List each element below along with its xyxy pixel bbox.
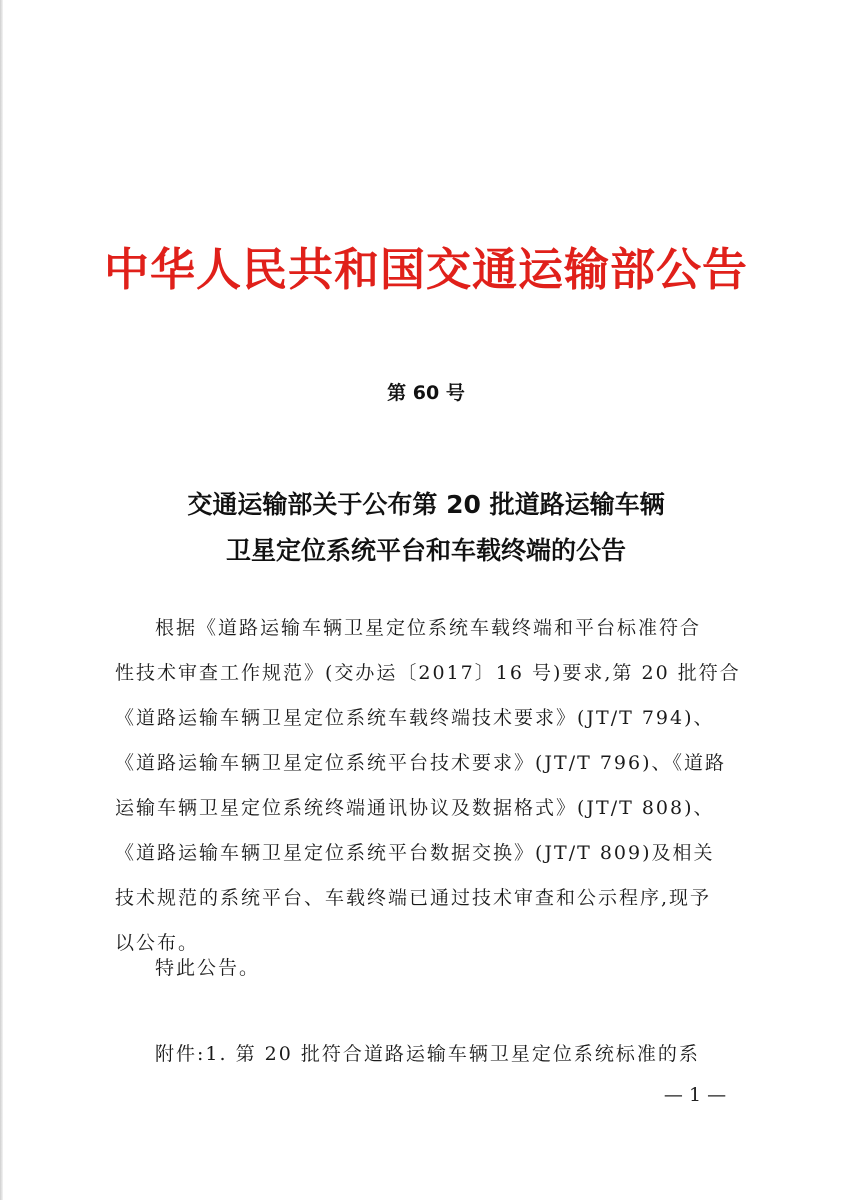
body-line: 《道路运输车辆卫星定位系统车载终端技术要求》(JT/T 794)、 (115, 707, 715, 729)
masthead-title: 中华人民共和国交通运输部公告 (103, 243, 748, 296)
body-line: 《道路运输车辆卫星定位系统平台技术要求》(JT/T 796)、《道路 (115, 752, 726, 774)
announcement-title (100, 482, 752, 574)
title-line-1: 交通运输部关于公布第 20 批道路运输车辆 (187, 490, 665, 519)
body-line: 根据《道路运输车辆卫星定位系统车载终端和平台标准符合 (155, 617, 702, 639)
closing-statement: 特此公告。 (155, 957, 261, 979)
page-number: — 1 — (663, 1084, 727, 1106)
body-line: 技术规范的系统平台、车载终端已通过技术审查和公示程序,现予 (115, 887, 712, 909)
body-line: 以公布。 (115, 932, 200, 954)
scan-edge (0, 0, 3, 1200)
attachment-line: 附件:1. 第 20 批符合道路运输车辆卫星定位系统标准的系 (155, 1043, 700, 1065)
body-line: 《道路运输车辆卫星定位系统平台数据交换》(JT/T 809)及相关 (115, 842, 715, 864)
title-line-2: 卫星定位系统平台和车载终端的公告 (225, 536, 626, 565)
body-line: 性技术审查工作规范》(交办运〔2017〕16 号)要求,第 20 批符合 (115, 662, 741, 684)
body-paragraph (115, 606, 745, 966)
body-line: 运输车辆卫星定位系统终端通讯协议及数据格式》(JT/T 808)、 (115, 797, 715, 819)
document-number: 第 60 号 (387, 382, 465, 404)
